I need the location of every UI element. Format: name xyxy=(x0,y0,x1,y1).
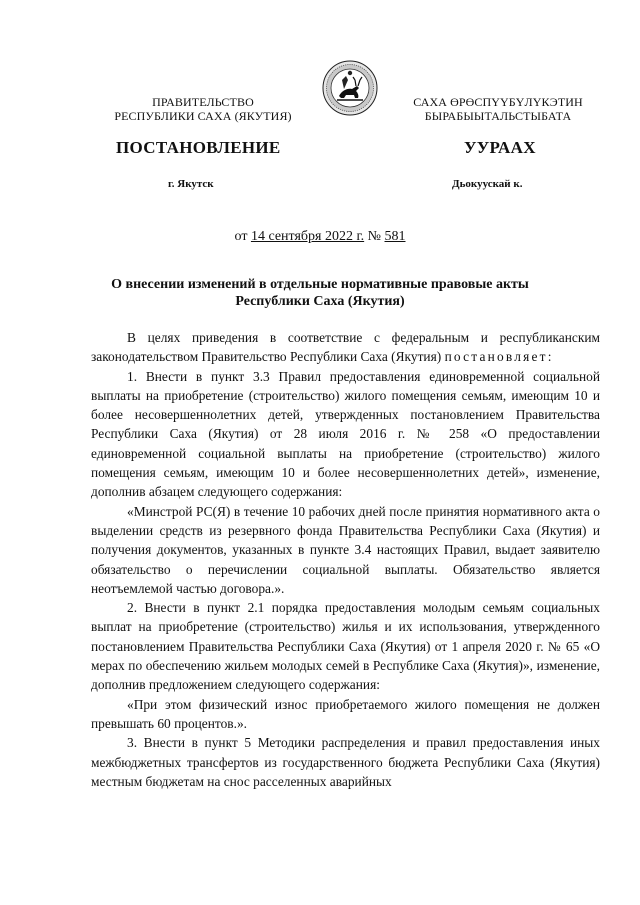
date-prefix: от xyxy=(234,229,251,244)
header-left-line1: ПРАВИТЕЛЬСТВО xyxy=(152,95,254,109)
decree-date: 14 сентября 2022 г. xyxy=(250,229,365,244)
preamble-resolves: постановляет: xyxy=(444,349,554,365)
paragraph-item-3: 3. Внести в пункт 5 Методики распределения и правил предоставления иных межбюджетных трансфертов из государственного бюджета Республики Саха (Якутия) местным бюджетам на снос расселенных аварийных xyxy=(91,735,600,789)
heading-line1: О внесении изменений в отдельные нормативные правовые акты xyxy=(111,277,529,292)
header-left-line2: РЕСПУБЛИКИ САХА (ЯКУТИЯ) xyxy=(114,109,292,123)
paragraph-quote-1: «Минстрой РС(Я) в течение 10 рабочих дней после принятия нормативного акта о выделении средств из резервного фонда Правительства Республики Саха (Якутия) и получения документов, указанных в пункте 3.4 настоящих Правил, выдает заявителю обязательство о перечислении социальной выплаты. Обязательство является неотъемлемой частью договора.». xyxy=(91,503,600,596)
header-right xyxy=(392,95,604,123)
title-yakut: УУРААХ xyxy=(464,138,536,157)
paragraph-preamble xyxy=(91,328,600,367)
header-right-line1: САХА ӨРӨСПҮҮБҮЛҮКЭТИН xyxy=(413,95,583,109)
header-right-line2: БЫРАБЫЫТАЛЬСТЫБАТА xyxy=(424,109,572,123)
paragraph-item-2: 2. Внести в пункт 2.1 порядка предоставления молодым семьям социальных выплат на приобретение (строительство) жилья и их использования, утвержденного постановлением Правительства Республики Саха (Якутия) от 1 апреля 2020 г. № 65 «О мерах по обеспечению жильем молодых семей в Республике Саха (Якутия)», изменение, дополнив предложением следующего содержания: xyxy=(91,600,600,693)
paragraph-quote-2: «При этом физический износ приобретаемого жилого помещения не должен превышать 60 процентов.». xyxy=(91,696,600,731)
preamble-text: В целях приведения в соответствие с федеральным и республиканским законодательством Правительство Республики Саха (Якутия) xyxy=(91,330,600,365)
city-russian: г. Якутск xyxy=(168,178,214,190)
document-heading xyxy=(100,276,540,310)
emblem-icon xyxy=(322,60,378,116)
number-prefix: № xyxy=(364,229,385,244)
header-left xyxy=(98,95,308,123)
paragraph-item-1: 1. Внести в пункт 3.3 Правил предоставления единовременной социальной выплаты на приобретение (строительство) жилого помещения семьям, имеющим 10 и более несовершеннолетних детей, утвержденных постановлением Правительства Республики Саха (Якутия) от 28 июля 2016 г. № 258 «О предоставлении единовременной социальной выплаты на приобретение (строительство) жилого помещения семьям, имеющим 10 и более несовершеннолетних детей», изменение, дополнив абзацем следующего содержания: xyxy=(91,368,600,500)
title-russian: ПОСТАНОВЛЕНИЕ xyxy=(116,138,281,157)
document-body xyxy=(91,328,600,791)
heading-line2: Республики Саха (Якутия) xyxy=(235,294,405,309)
decree-number: 581 xyxy=(384,229,406,244)
city-yakut: Дьокуускай к. xyxy=(452,178,523,190)
decree-date-number xyxy=(0,229,640,245)
